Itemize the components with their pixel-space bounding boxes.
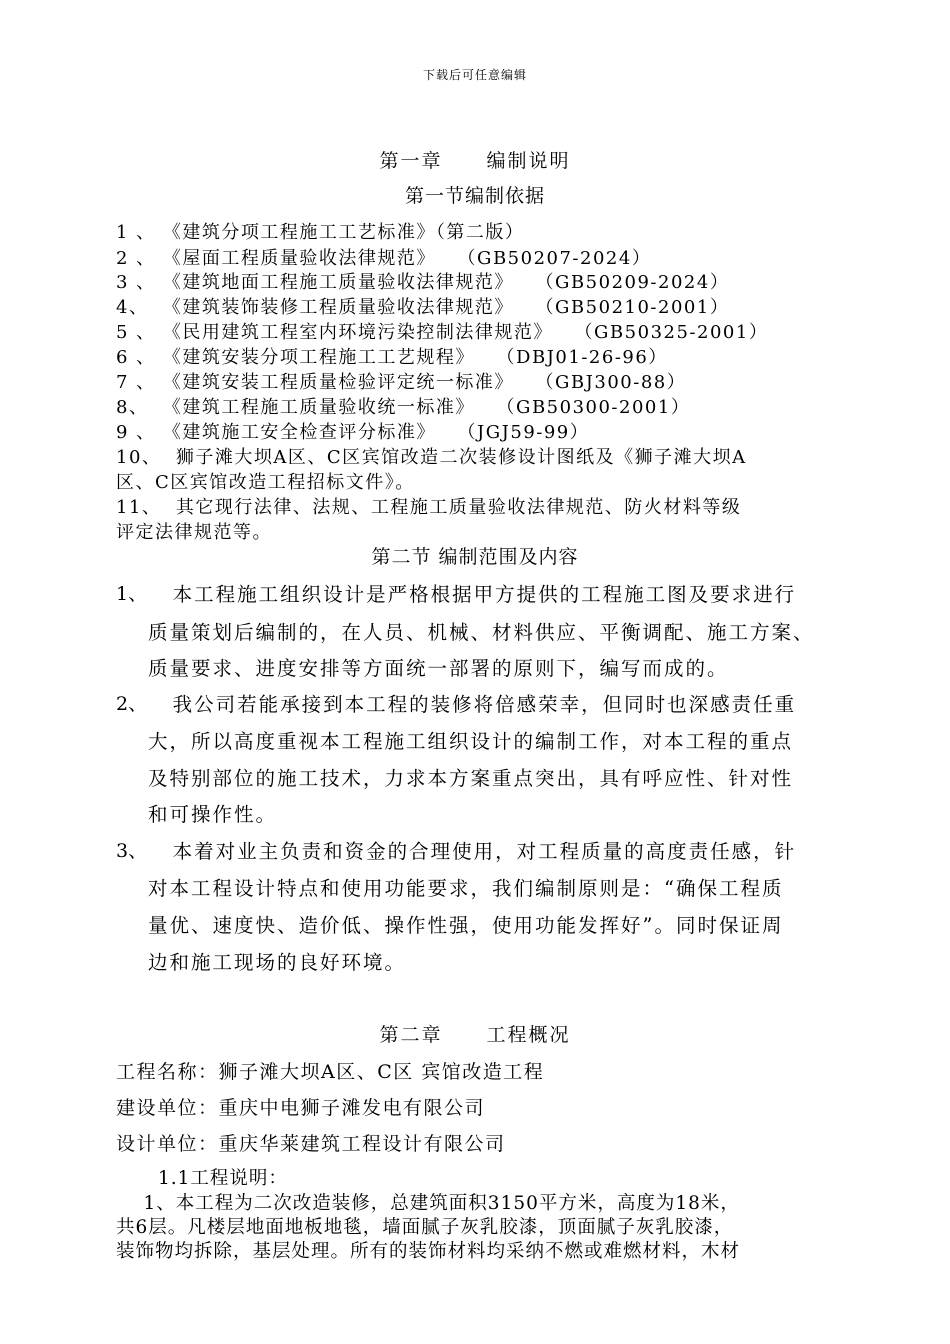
paragraph-1-number: 1、 <box>116 583 148 605</box>
chapter-2-number: 第二章 <box>379 1024 443 1046</box>
paragraph-line: 我公司若能承接到本工程的装修将倍感荣幸，但同时也深感责任重 <box>148 693 797 716</box>
basis-line: 3 、 《建筑地面工程施工质量验收法律规范》 （GB50209-2024） <box>116 272 730 293</box>
chapter-1-heading <box>0 146 950 173</box>
subsection-title: 1.1工程说明： <box>158 1168 288 1189</box>
paragraph-line: 大，所以高度重视本工程施工组织设计的编制工作，对本工程的重点 <box>148 730 794 753</box>
section-2-title: 第二节 编制范围及内容 <box>371 546 579 568</box>
paragraph-line: 边和施工现场的良好环境。 <box>148 951 407 974</box>
paragraph-line: 对本工程设计特点和使用功能要求，我们编制原则是：“确保工程质 <box>148 877 784 900</box>
paragraph-line: 本着对业主负责和资金的合理使用，对工程质量的高度责任感，针 <box>148 840 797 863</box>
basis-line: 9 、 《建筑施工安全检查评分标准》 （JGJ59-99） <box>116 422 590 443</box>
basis-line: 5 、 《民用建筑工程室内环境污染控制法律规范》 （GB50325-2001） <box>116 322 769 343</box>
paragraph-2-number: 2、 <box>116 693 148 715</box>
chapter-2-title: 工程概况 <box>486 1024 571 1046</box>
basis-line: 2 、 《屋面工程质量验收法律规范》 （GB50207-2024） <box>116 248 652 269</box>
paragraph-line: 及特别部位的施工技术，力求本方案重点突出，具有呼应性、针对性 <box>148 767 794 790</box>
chapter-1-number: 第一章 <box>379 150 443 172</box>
body-line: 共6层。凡楼层地面地板地毯，墙面腻子灰乳胶漆，顶面腻子灰乳胶漆， <box>116 1217 734 1238</box>
client-line: 建设单位：重庆中电狮子滩发电有限公司 <box>116 1097 486 1119</box>
basis-line: 评定法律规范等。 <box>116 522 272 543</box>
chapter-2-heading <box>0 1020 950 1047</box>
page-header: 下载后可任意编辑 <box>422 68 527 82</box>
basis-line: 1 、 《建筑分项工程施工工艺标准》（第二版） <box>116 222 525 243</box>
basis-line: 4、 《建筑装饰装修工程质量验收法律规范》 （GB50210-2001） <box>116 297 730 318</box>
basis-line: 10、 狮子滩大坝A区、C区宾馆改造二次装修设计图纸及《狮子滩大坝A <box>116 447 747 468</box>
chapter-1-title: 编制说明 <box>486 150 571 172</box>
paragraph-line: 质量策划后编制的，在人员、机械、材料供应、平衡调配、施工方案、 <box>148 621 815 644</box>
basis-line: 区、C区宾馆改造工程招标文件》。 <box>116 472 415 493</box>
body-line: 装饰物均拆除，基层处理。所有的装饰材料均采纳不燃或难燃材料，木材 <box>116 1241 741 1262</box>
paragraph-line: 和可操作性。 <box>148 803 278 826</box>
paragraph-line: 量优、速度快、造价低、操作性强，使用功能发挥好”。同时保证周 <box>148 914 784 937</box>
section-1-title: 第一节编制依据 <box>404 185 545 207</box>
basis-line: 8、 《建筑工程施工质量验收统一标准》 （GB50300-2001） <box>116 397 691 418</box>
basis-line: 11、 其它现行法律、法规、工程施工质量验收法律规范、防火材料等级 <box>116 497 742 518</box>
project-name-line: 工程名称：狮子滩大坝A区、C区 宾馆改造工程 <box>116 1061 545 1083</box>
basis-line: 7 、 《建筑安装工程质量检验评定统一标准》 （GBJ300-88） <box>116 372 687 393</box>
basis-line: 6 、 《建筑安装分项工程施工工艺规程》 （DBJ01-26-96） <box>116 347 668 368</box>
paragraph-line: 质量要求、进度安排等方面统一部署的原则下，编写而成的。 <box>148 657 729 680</box>
paragraph-line: 本工程施工组织设计是严格根据甲方提供的工程施工图及要求进行 <box>148 583 797 606</box>
paragraph-3-number: 3、 <box>116 840 148 862</box>
body-line: 1、本工程为二次改造装修，总建筑面积3150平方米，高度为18米， <box>116 1193 740 1214</box>
designer-line: 设计单位：重庆华莱建筑工程设计有限公司 <box>116 1133 506 1155</box>
